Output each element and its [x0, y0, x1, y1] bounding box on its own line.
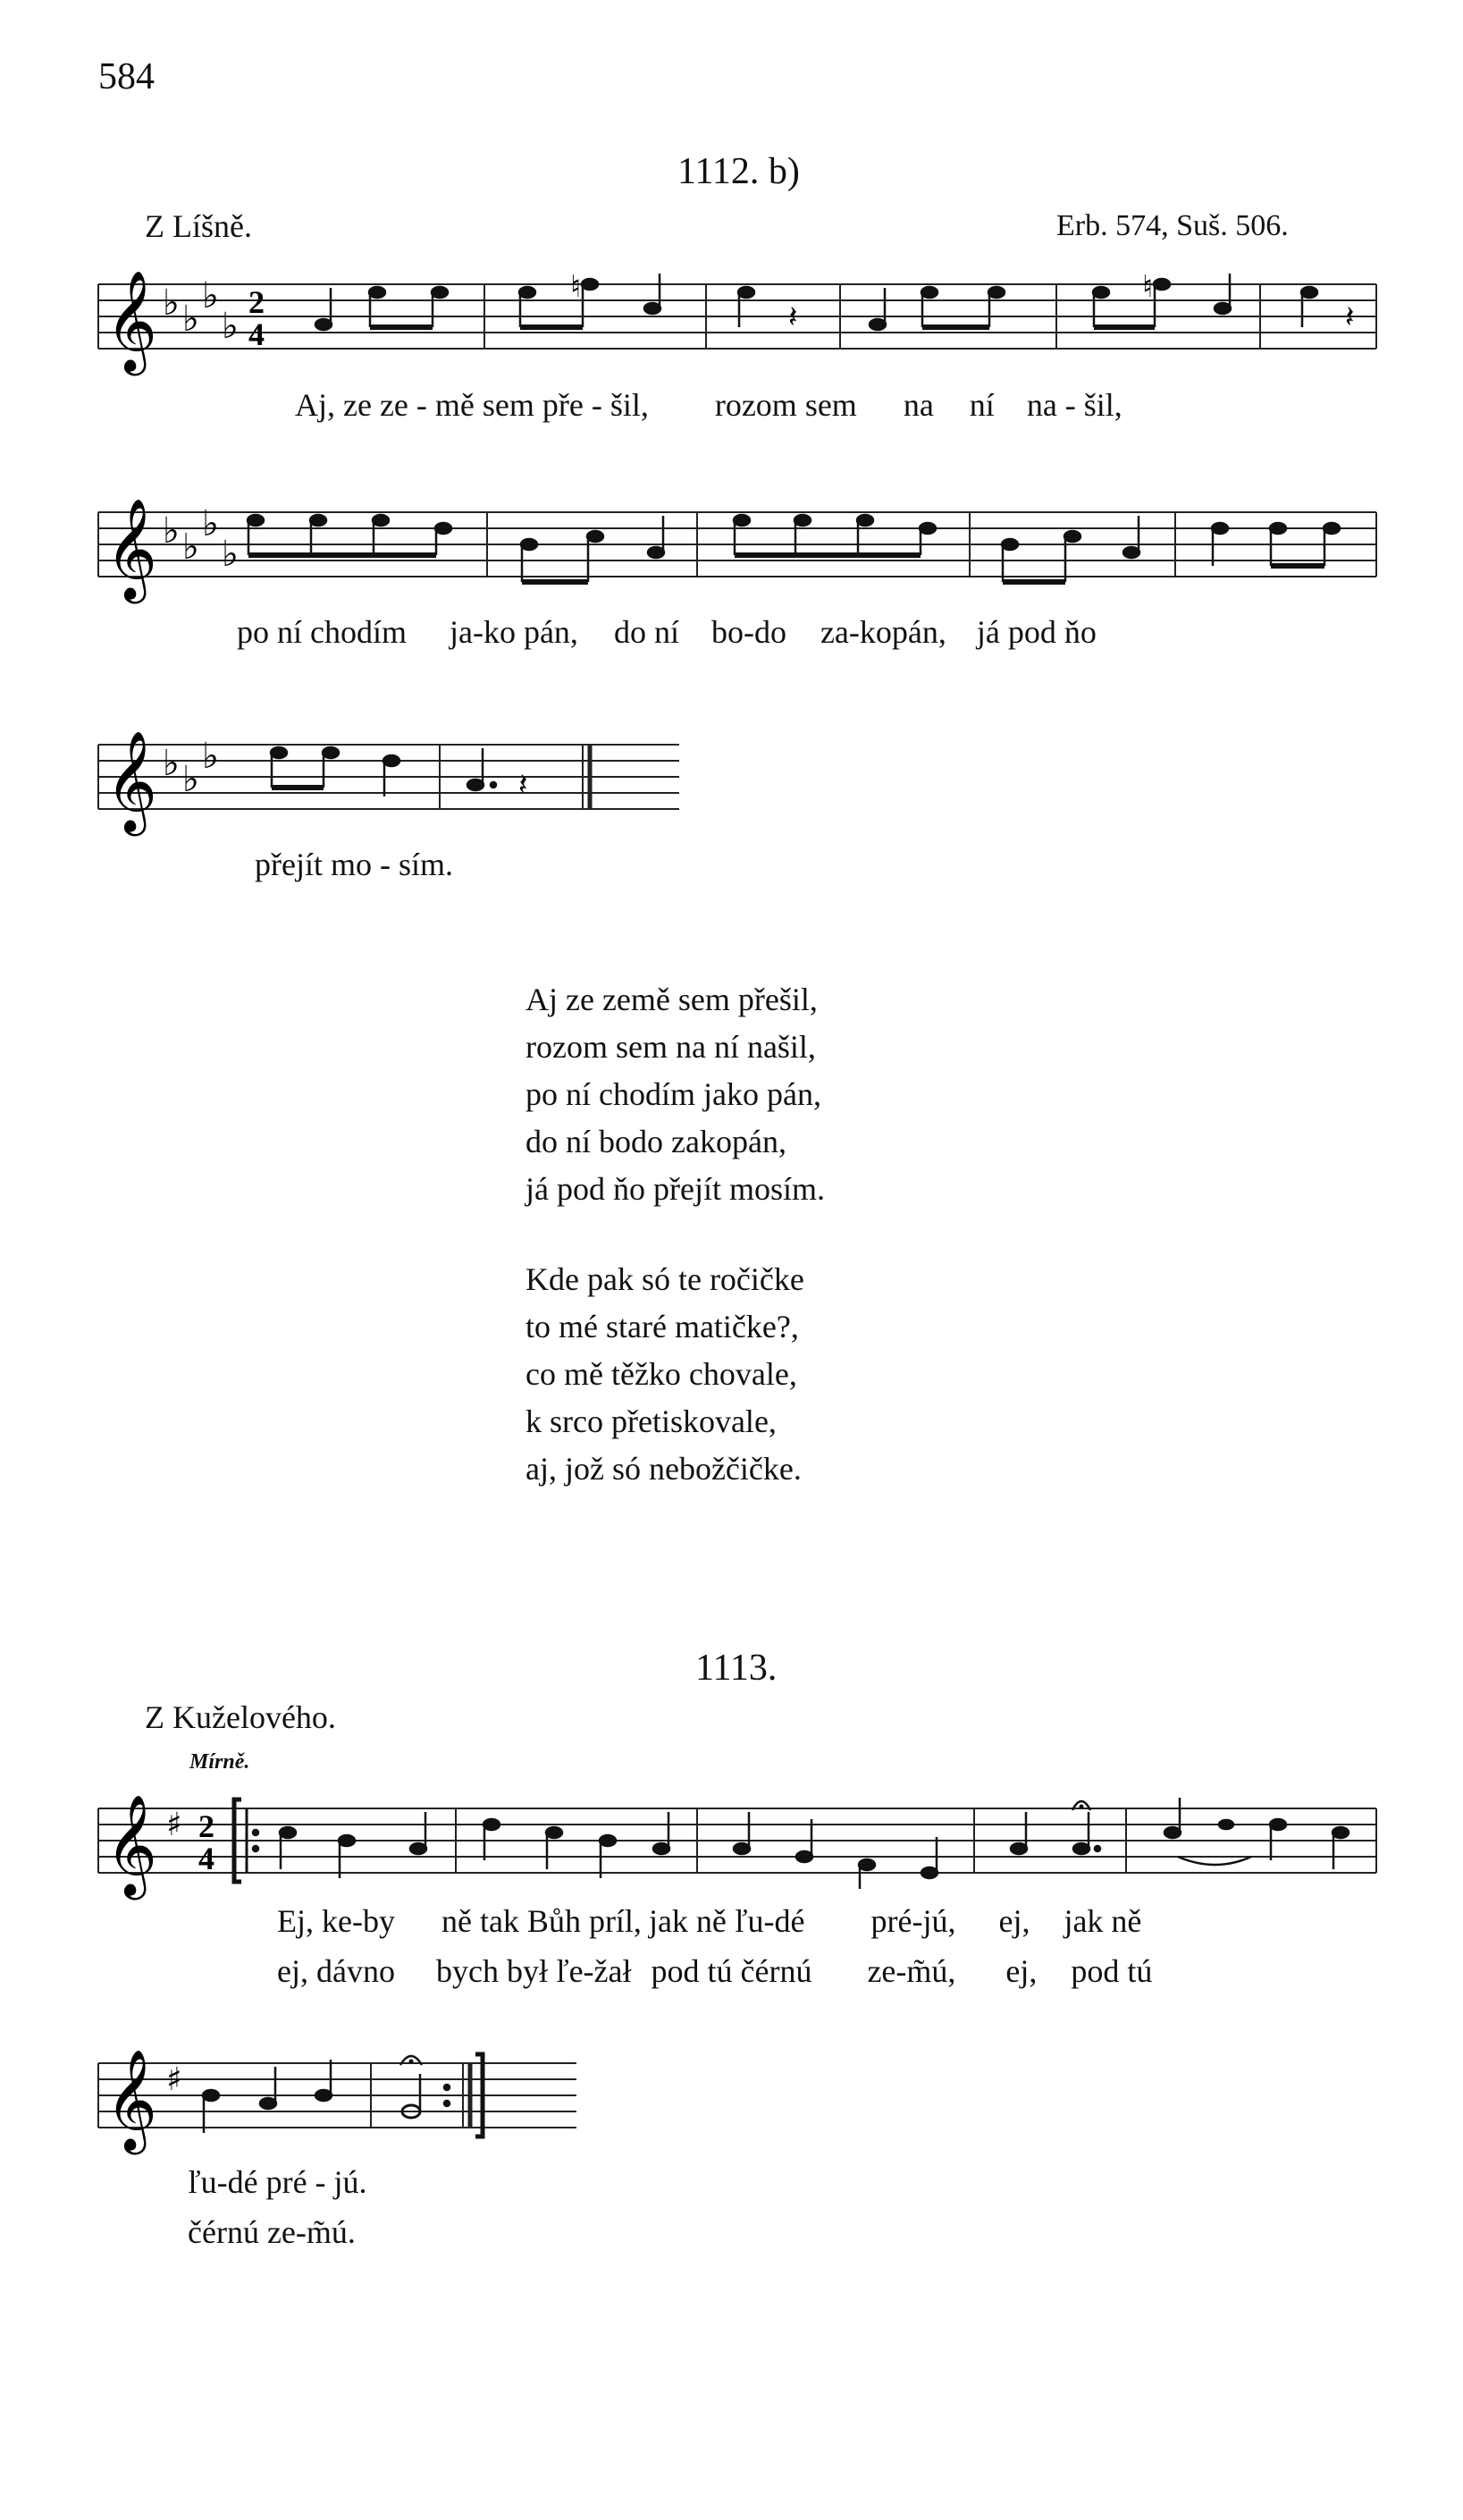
svg-text:♯: ♯ [166, 2061, 182, 2098]
verse-2 [526, 1256, 804, 1493]
svg-text:𝄞: 𝄞 [105, 498, 157, 600]
svg-text:♭: ♭ [163, 282, 180, 324]
song-origin-1113: Z Kuželového. [145, 1699, 336, 1735]
music-staff-5 [89, 2047, 590, 2150]
tempo-marking: Mírně. [189, 1750, 250, 1774]
svg-text:♭: ♭ [182, 299, 199, 340]
music-staff-4 [89, 1792, 1385, 1895]
svg-text:𝄞: 𝄞 [105, 2049, 157, 2151]
verse-1 [526, 976, 825, 1213]
svg-text:♮: ♮ [1142, 269, 1154, 305]
lyric-line-3: přejít mo - sím. [255, 847, 453, 882]
svg-text:𝄽: 𝄽 [1345, 299, 1355, 335]
svg-text:♭: ♭ [182, 759, 199, 800]
lyric-line-5b: čérnú ze-m̃ú. [188, 2214, 356, 2250]
lyric-line-5a: ľu-dé pré - jú. [188, 2164, 367, 2200]
lyric-line-4b: ej, dávno bych był ľe-žał pod tú čérnú ze-m̃ú, ej, pod tú [277, 1953, 1153, 1989]
verse-line: Kde pak só te ročičke [526, 1261, 804, 1297]
svg-text:𝄞: 𝄞 [105, 730, 157, 832]
svg-text:♭: ♭ [163, 510, 180, 552]
time-signature-bottom: 4 [248, 316, 265, 352]
svg-text:♭: ♭ [222, 306, 239, 347]
verse-line: k srco přetiskovale, [526, 1403, 777, 1439]
svg-text:♭: ♭ [182, 527, 199, 568]
verse-line: co mě těžko chovale, [526, 1356, 797, 1392]
verse-line: aj, jož só nebožčičke. [526, 1451, 802, 1487]
svg-text:♯: ♯ [166, 1807, 182, 1843]
song-origin-1112b: Z Líšně. [145, 208, 252, 244]
music-staff-3 [89, 729, 697, 832]
svg-text:♭: ♭ [163, 743, 180, 784]
svg-text:♭: ♭ [202, 736, 219, 777]
svg-text:♭: ♭ [202, 275, 219, 316]
song-title-1112b: 1112. b) [677, 151, 800, 192]
verse-line: Aj ze země sem přešil, [526, 982, 818, 1017]
svg-text:♭: ♭ [222, 534, 239, 575]
music-staff-1 [89, 268, 1385, 372]
page-number: 584 [98, 56, 155, 97]
lyric-line-2: po ní chodím ja-ko pán, do ní bo-do za-kopán, já pod ňo [237, 614, 1097, 650]
music-staff-2 [89, 496, 1385, 600]
lyric-line-4a: Ej, ke-by ně tak Bůh príl, jak ně ľu-dé pré-jú, ej, jak ně [277, 1903, 1142, 1939]
svg-text:𝄞: 𝄞 [105, 1794, 157, 1896]
verse-line: do ní bodo zakopán, [526, 1124, 786, 1159]
svg-text:♭: ♭ [202, 503, 219, 544]
verse-line: to mé staré matičke?, [526, 1309, 799, 1344]
treble-clef-icon: 𝄞 [105, 270, 157, 372]
svg-text:𝄽: 𝄽 [788, 299, 798, 335]
time-signature-top: 2 [248, 284, 265, 320]
svg-text:4: 4 [198, 1841, 214, 1876]
verse-line: po ní chodím jako pán, [526, 1076, 821, 1112]
lyric-line-1: Aj, ze ze - mě sem pře - šil, rozom sem na ní na - šil, [295, 387, 1122, 423]
song-title-1113: 1113. [695, 1648, 778, 1689]
verse-line: rozom sem na ní našil, [526, 1029, 816, 1065]
verse-line: já pod ňo přejít mosím. [526, 1171, 825, 1207]
svg-text:♮: ♮ [570, 269, 582, 305]
song-reference-1112b: Erb. 574, Suš. 506. [1056, 209, 1289, 242]
svg-text:2: 2 [198, 1808, 214, 1844]
svg-text:𝄽: 𝄽 [518, 767, 528, 803]
